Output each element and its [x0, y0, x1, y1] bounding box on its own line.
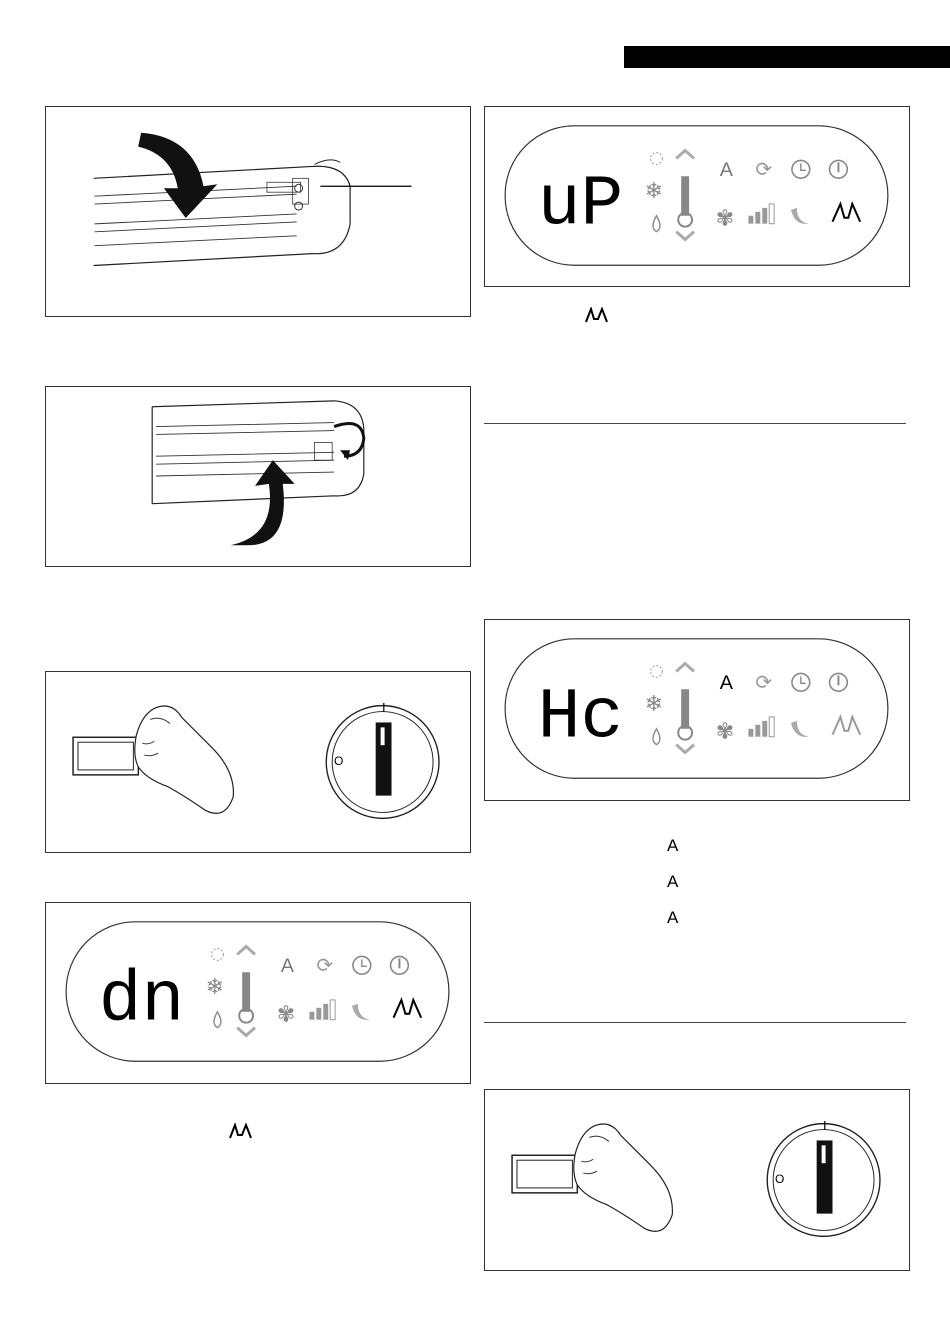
- swing-icon-up: [585, 307, 611, 323]
- svg-text:✾: ✾: [715, 205, 735, 231]
- control-panel-up: [485, 107, 909, 286]
- svg-text:A: A: [719, 159, 733, 182]
- remote-close-illustration: [46, 107, 470, 316]
- display-dn: dn: [98, 961, 185, 1042]
- svg-text:✾: ✾: [276, 1001, 296, 1027]
- auto-icon-2: A: [667, 872, 679, 891]
- figure-remote-open: [45, 386, 471, 567]
- svg-text:A: A: [719, 672, 733, 695]
- figure-panel-up: [484, 106, 910, 287]
- control-panel-hc: [485, 620, 909, 800]
- switch-on-mark: I: [382, 700, 386, 715]
- display-hc: Hc: [537, 678, 624, 759]
- svg-text:A: A: [280, 955, 294, 978]
- switch-off-mark: O: [334, 754, 344, 768]
- figure-main-switch-right: [484, 1089, 910, 1271]
- svg-text:⟳: ⟳: [316, 955, 333, 978]
- auto-icon-1: A: [667, 836, 679, 855]
- display-up: uP: [537, 165, 624, 246]
- control-panel-dn: [46, 903, 470, 1083]
- figure-panel-hc: [484, 619, 910, 801]
- divider-2: [484, 1022, 906, 1023]
- switch-off-mark-right: O: [775, 1172, 785, 1186]
- main-switch-right-illustration: [485, 1090, 909, 1270]
- divider-1: [484, 423, 906, 424]
- auto-icon-3: A: [667, 908, 679, 927]
- figure-main-switch-left: [45, 671, 471, 853]
- svg-text:❄: ❄: [205, 973, 224, 999]
- header-black-bar: [624, 46, 950, 68]
- svg-text:❄: ❄: [644, 177, 663, 203]
- svg-text:❄: ❄: [644, 690, 663, 716]
- swing-icon-dn: [229, 1123, 255, 1139]
- remote-open-illustration: [46, 387, 470, 566]
- switch-on-mark-right: I: [823, 1118, 827, 1133]
- svg-text:⟳: ⟳: [755, 159, 772, 182]
- figure-remote-close: [45, 106, 471, 317]
- figure-panel-dn: [45, 902, 471, 1084]
- svg-text:⟳: ⟳: [755, 672, 772, 695]
- svg-text:✾: ✾: [715, 718, 735, 744]
- main-switch-left-illustration: [46, 672, 470, 852]
